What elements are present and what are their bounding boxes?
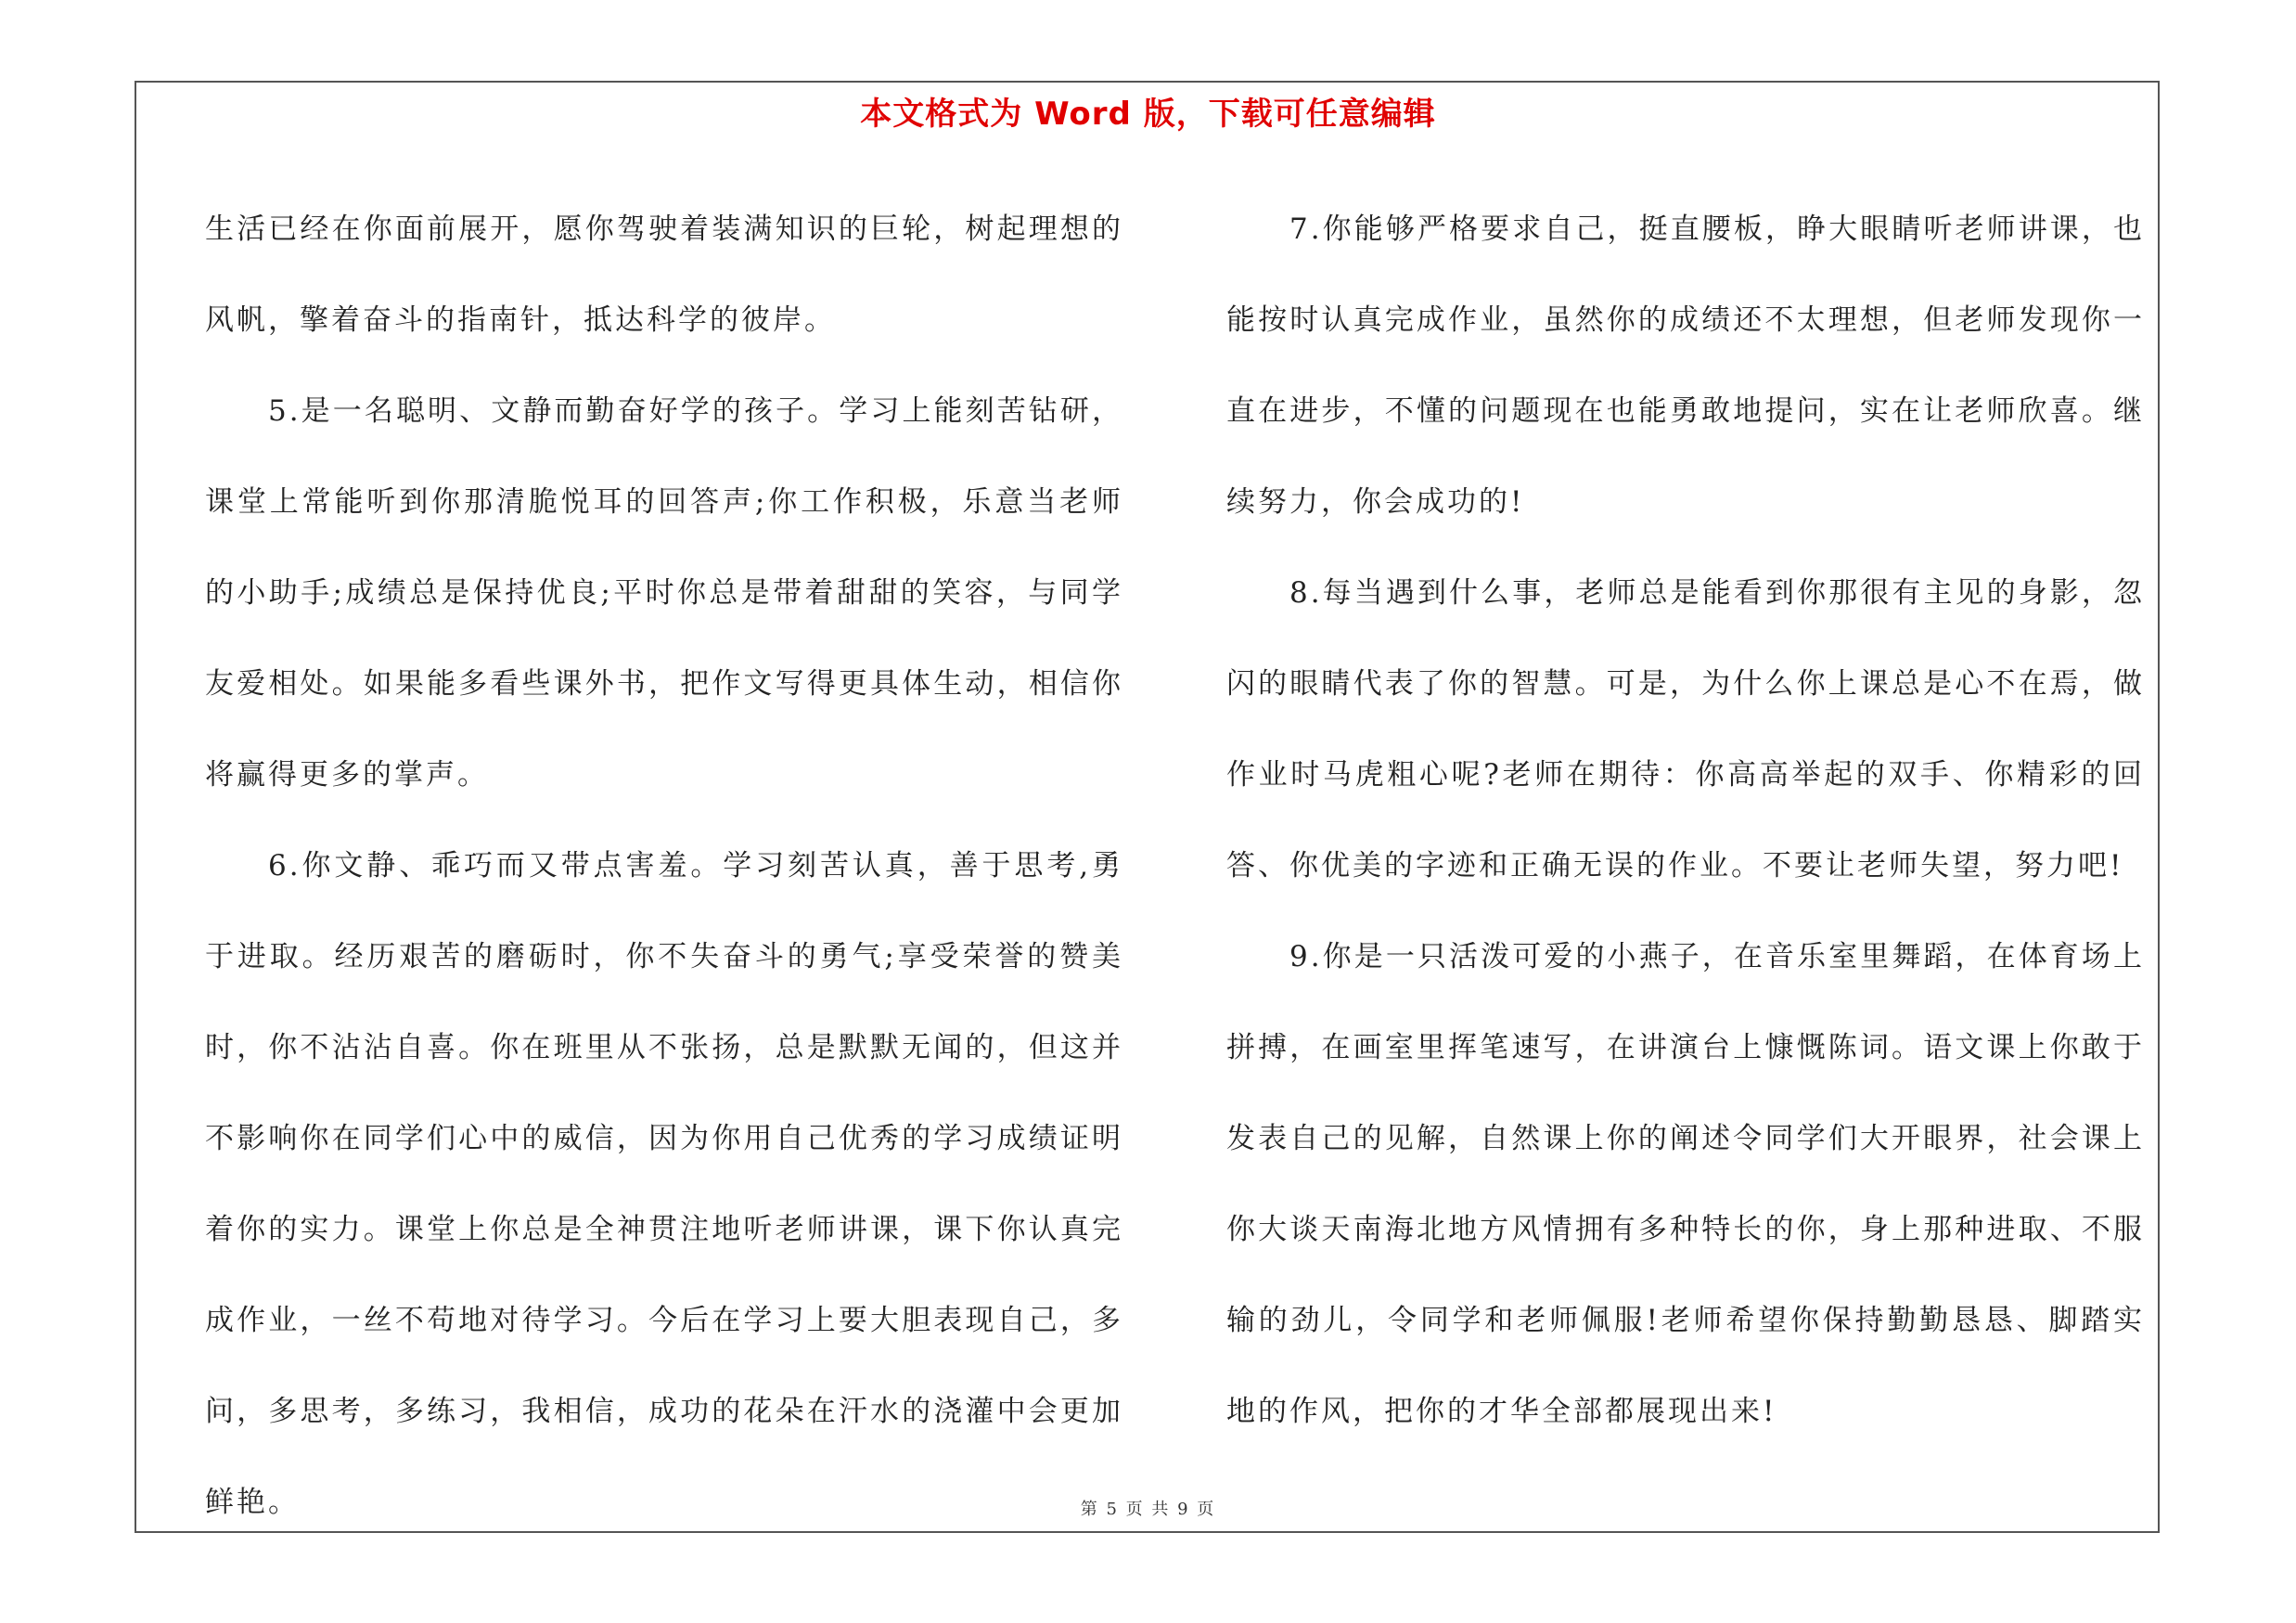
right-text-column [1226,184,2145,1457]
paragraph-comment-9: 9.你是一只活泼可爱的小燕子，在音乐室里舞蹈，在体育场上拼搏，在画室里挥笔速写，在讲演台上慷慨陈词。语文课上你敢于发表自己的见解，自然课上你的阐述令同学们大开眼界，社会课上你大谈天南海北地方风情拥有多种特长的你，身上那种进取、不服输的劲儿，令同学和老师佩服!老师希望你保持勤勤恳恳、脚踏实地的作风，把你的才华全部都展现出来! [1226,940,2145,1428]
paragraph-comment-5: 5.是一名聪明、文静而勤奋好学的孩子。学习上能刻苦钻研，课堂上常能听到你那清脆悦耳的回答声;你工作积极，乐意当老师的小助手;成绩总是保持优良;平时你总是带着甜甜的笑容，与同学友爱相处。如果能多看些课外书，把作文写得更具体生动，相信你将赢得更多的掌声。 [205,394,1123,792]
page-number-footer: 第 5 页 共 9 页 [1080,1500,1216,1519]
left-text-column [205,184,1123,1548]
paragraph-continued: 生活已经在你面前展开，愿你驾驶着装满知识的巨轮，树起理想的风帆，擎着奋斗的指南针，抵达科学的彼岸。 [205,213,1123,337]
document-header-notice: 本文格式为 Word 版，下载可任意编辑 [860,96,1436,133]
paragraph-comment-7: 7.你能够严格要求自己，挺直腰板，睁大眼睛听老师讲课，也能按时认真完成作业，虽然你的成绩还不太理想，但老师发现你一直在进步，不懂的问题现在也能勇敢地提问，实在让老师欣喜。继续努力，你会成功的! [1226,213,2145,519]
paragraph-comment-6: 6.你文静、乖巧而又带点害羞。学习刻苦认真，善于思考,勇于进取。经历艰苦的磨砺时，你不失奋斗的勇气;享受荣誉的赞美时，你不沾沾自喜。你在班里从不张扬，总是默默无闻的，但这并不影响你在同学们心中的威信，因为你用自己优秀的学习成绩证明着你的实力。课堂上你总是全神贯注地听老师讲课，课下你认真完成作业，一丝不苟地对待学习。今后在学习上要大胆表现自己，多问，多思考，多练习，我相信，成功的花朵在汗水的浇灌中会更加鲜艳。 [205,849,1123,1519]
paragraph-comment-8: 8.每当遇到什么事，老师总是能看到你那很有主见的身影，忽闪的眼睛代表了你的智慧。可是，为什么你上课总是心不在焉，做作业时马虎粗心呢?老师在期待：你高高举起的双手、你精彩的回答、你优美的字迹和正确无误的作业。不要让老师失望，努力吧! [1226,576,2145,882]
